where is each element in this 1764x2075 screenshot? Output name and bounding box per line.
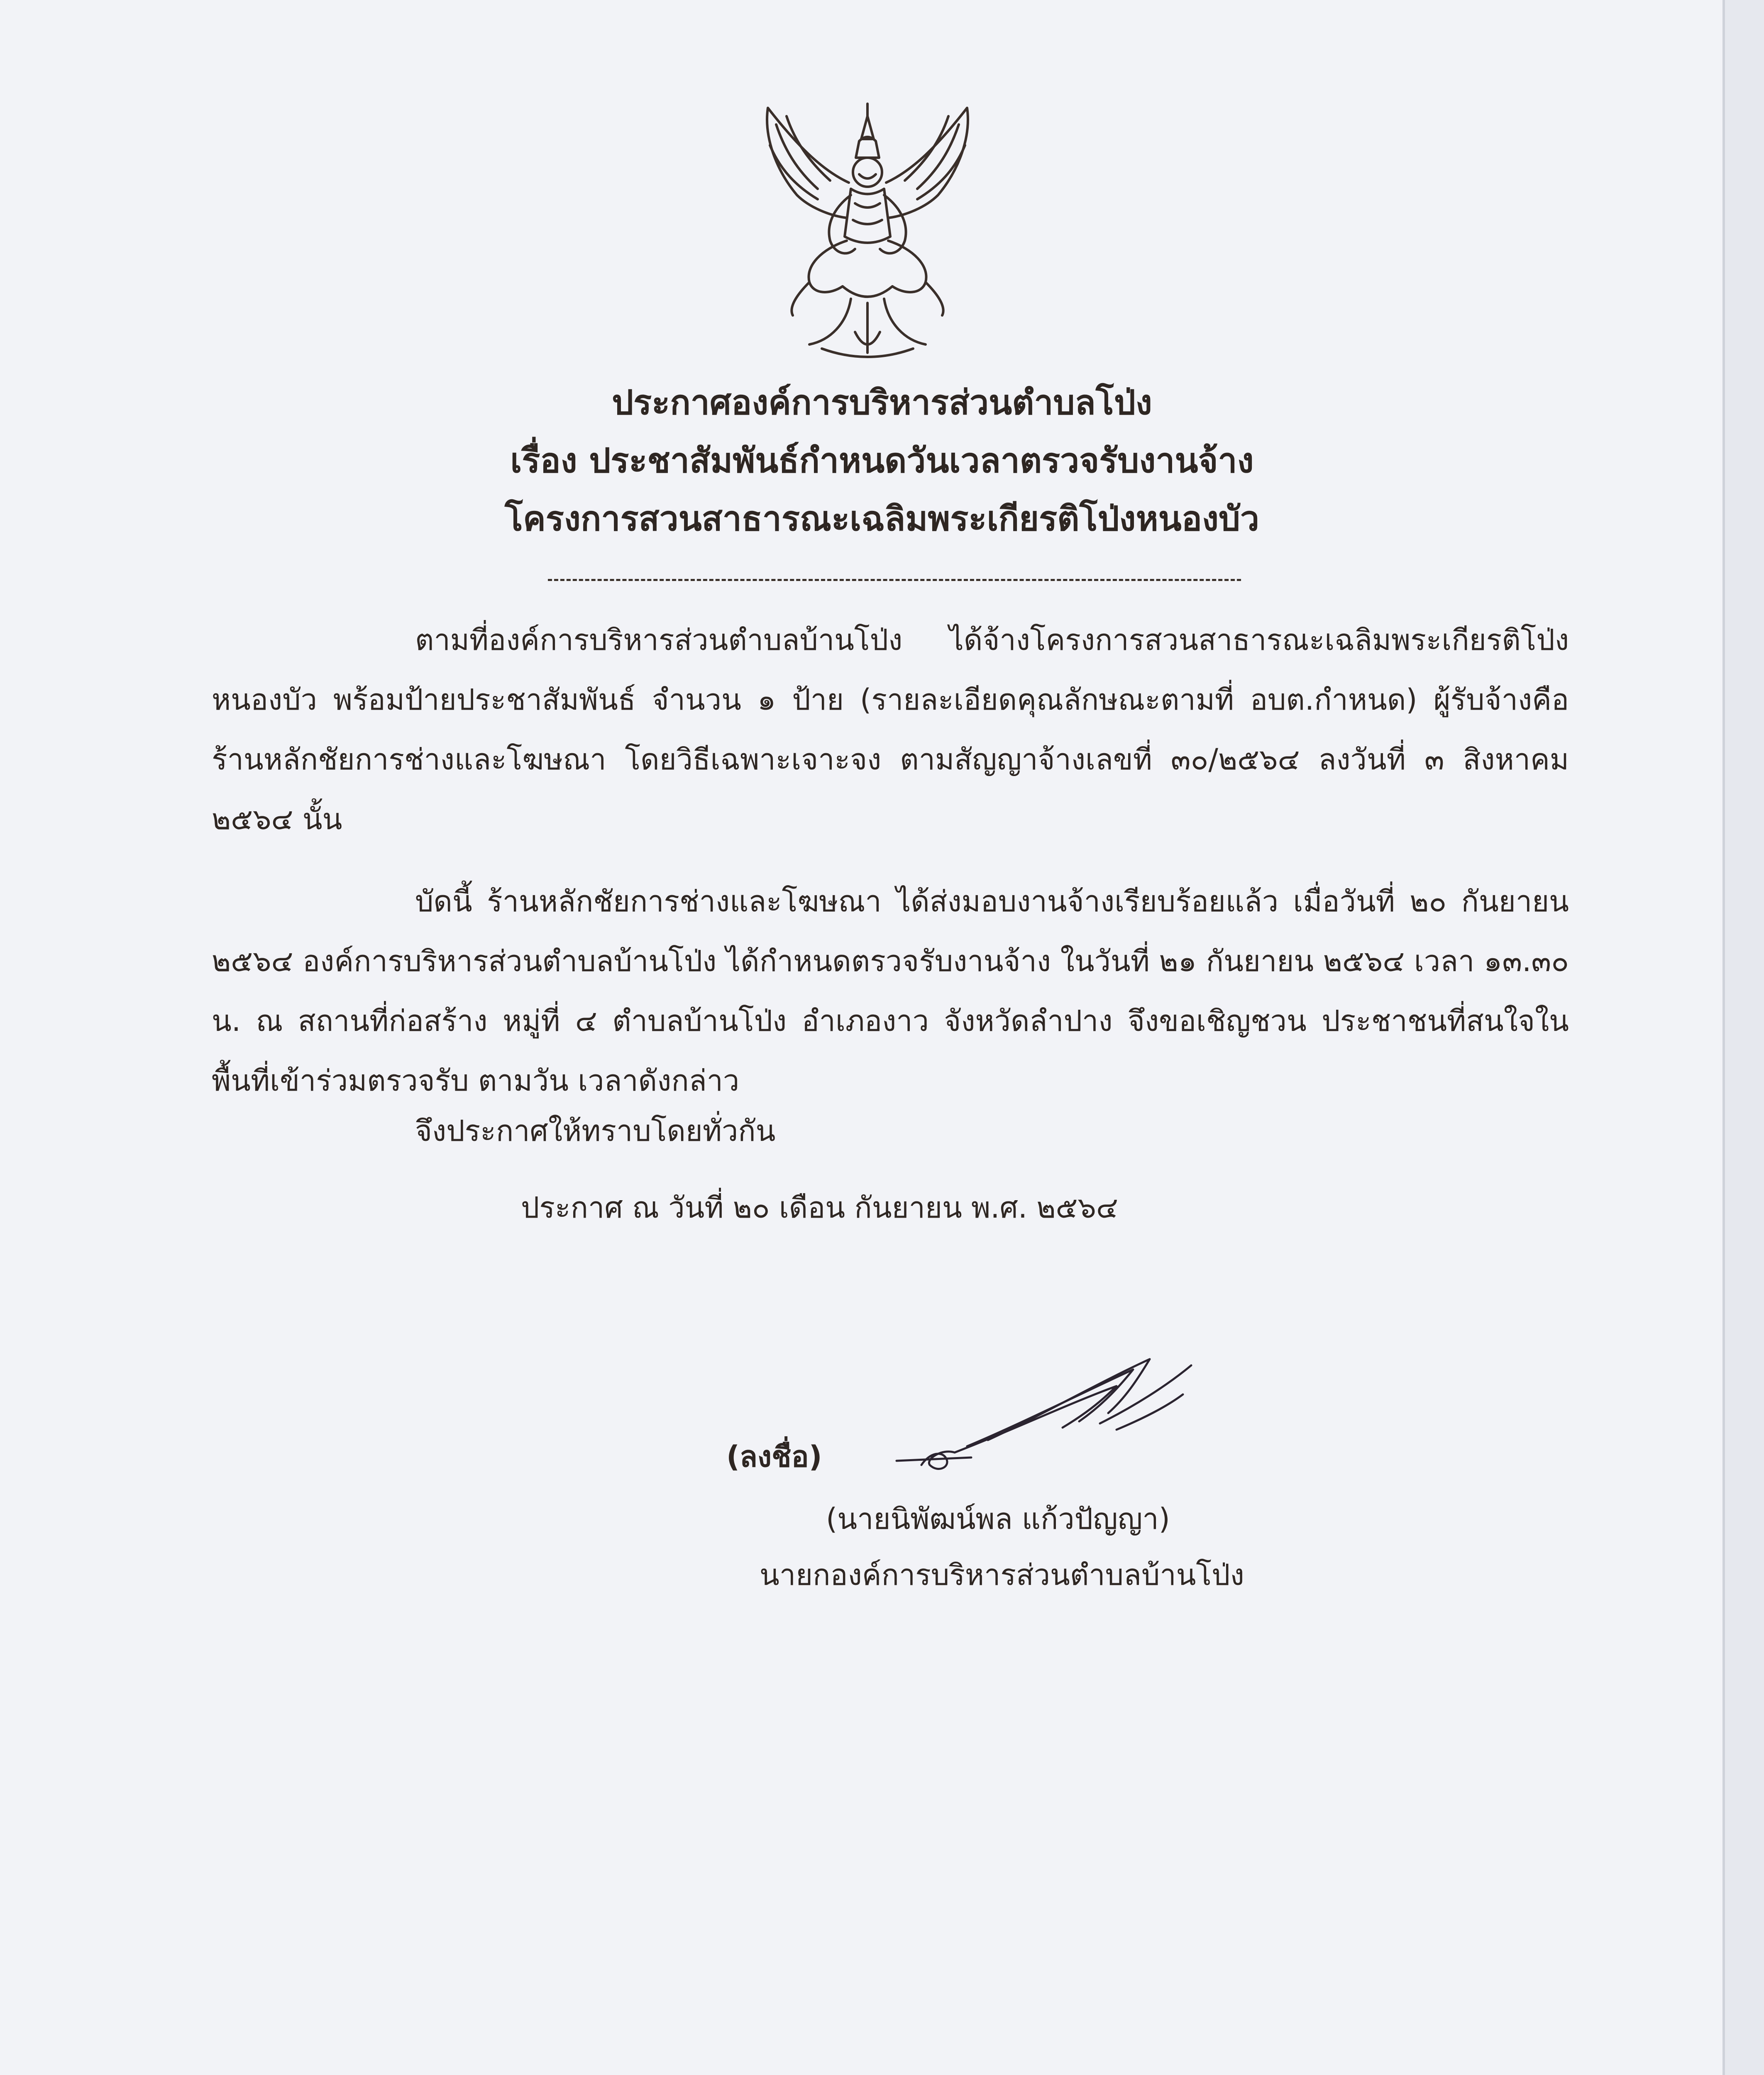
heading-organization: ประกาศองค์การบริหารส่วนตำบลโป่ง [612, 383, 1152, 422]
signer-name: (นายนิพัฒน์พล แก้วปัญญา) [826, 1502, 1170, 1536]
garuda-emblem-icon [747, 100, 988, 365]
signer-position: นายกองค์การบริหารส่วนตำบลบ้านโป่ง [760, 1558, 1244, 1592]
announcement-date: ประกาศ ณ วันที่ ๒๐ เดือน กันยายน พ.ศ. ๒๕๖๔ [521, 1191, 1118, 1225]
heading-project: โครงการสวนสาธารณะเฉลิมพระเกียรติโป่งหนองบัว [504, 499, 1260, 539]
announcement-line: จึงประกาศให้ทราบโดยทั่วกัน [415, 1114, 776, 1148]
heading-subject: เรื่อง ประชาสัมพันธ์กำหนดวันเวลาตรวจรับงานจ้าง [510, 441, 1254, 481]
body-paragraph-2: บัดนี้ ร้านหลักชัยการช่างและโฆษณา ได้ส่งมอบงานจ้างเรียบร้อยแล้ว เมื่อวันที่ ๒๐ กันยายน ๒๕๖๔ องค์การบริหารส่วนตำบลบ้านโป่ง ได้กำหนดตรวจรับงานจ้าง ในวันที่ ๒๑ กันยายน ๒๕๖๔ เวลา ๑๓.๓๐ น. ณ สถานที่ก่อสร้าง หมู่ที่ ๔ ตำบลบ้านโป่ง อำเภองาว จังหวัดลำปาง จึงขอเชิญชวน ประชาชนที่สนใจในพื้นที่เข้าร่วมตรวจรับ ตามวัน เวลาดังกล่าว [212, 884, 1569, 1098]
page-edge [1722, 0, 1764, 2075]
body-paragraph-1: ตามที่องค์การบริหารส่วนตำบลบ้านโป่ง ได้จ้างโครงการสวนสาธารณะเฉลิมพระเกียรติโป่งหนองบัว พร้อมป้ายประชาสัมพันธ์ จำนวน ๑ ป้าย (รายละเอียดคุณลักษณะตามที่ อบต.กำหนด) ผู้รับจ้างคือ ร้านหลักชัยการช่างและโฆษณา โดยวิธีเฉพาะเจาะจง ตามสัญญาจ้างเลขที่ ๓๐/๒๕๖๔ ลงวันที่ ๓ สิงหาคม ๒๕๖๔ นั้น [212, 623, 1569, 836]
handwritten-signature [884, 1340, 1208, 1473]
signed-label: (ลงชื่อ) [726, 1440, 822, 1474]
separator-line [548, 579, 1241, 581]
